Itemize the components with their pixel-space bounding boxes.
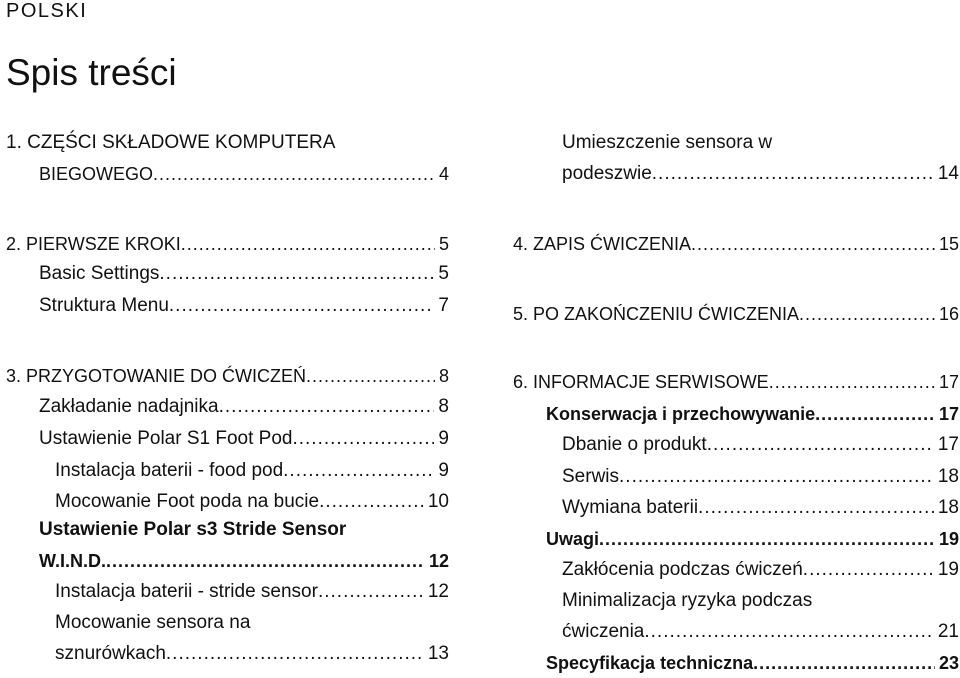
toc-entry-umieszczenie-sensora[interactable]	[562, 162, 959, 186]
toc-entry-mocowanie-sensora[interactable]	[55, 642, 449, 666]
toc-entry-label: Serwis	[562, 466, 620, 487]
toc-entry-label: Zakładanie nadajnika	[39, 396, 219, 417]
toc-entry-page: 16	[938, 304, 959, 324]
leader-dots	[292, 427, 434, 451]
toc-entry-label: Wymiana baterii	[562, 497, 699, 518]
toc-entry-wymiana-baterii[interactable]	[562, 496, 959, 520]
toc-entry-label: Instalacja baterii - stride sensor	[55, 581, 318, 602]
toc-entry-basic-settings[interactable]	[39, 262, 449, 286]
leader-dots	[769, 370, 935, 394]
toc-entry-label: Struktura Menu	[39, 295, 169, 316]
toc-entry-zaklocenia[interactable]	[562, 558, 959, 582]
toc-entry-label: Instalacja baterii - food pod	[55, 460, 284, 481]
toc-entry-konserwacja[interactable]	[546, 402, 959, 426]
toc-entry-page: 18	[937, 466, 959, 487]
leader-dots	[283, 459, 434, 483]
toc-entry-section-1[interactable]	[39, 162, 449, 186]
leader-dots	[599, 527, 935, 551]
toc-entry-zakladanie-nadajnika[interactable]	[39, 395, 449, 419]
toc-entry-s3-stride-title: Ustawienie Polar s3 Stride Sensor	[39, 519, 347, 540]
leader-dots	[306, 364, 435, 388]
leader-dots	[803, 558, 934, 582]
toc-entry-mocowanie-foot-poda[interactable]	[55, 490, 449, 514]
toc-entry-page: 18	[937, 497, 959, 518]
toc-entry-uwagi[interactable]	[546, 527, 959, 551]
leader-dots	[753, 651, 935, 675]
toc-entry-serwis[interactable]	[562, 465, 959, 489]
toc-entry-page: 17	[938, 404, 959, 424]
toc-entry-page: 4	[438, 164, 449, 184]
toc-entry-page: 7	[438, 295, 449, 316]
toc-entry-label: podeszwie	[562, 163, 652, 184]
toc-entry-section-3[interactable]	[6, 364, 449, 388]
toc-entry-mocowanie-sensora-title: Mocowanie sensora na	[55, 612, 251, 633]
leader-dots	[181, 232, 435, 256]
leader-dots	[619, 465, 934, 489]
leader-dots	[166, 642, 424, 666]
toc-entry-label: Basic Settings	[39, 263, 160, 284]
toc-entry-page: 21	[937, 621, 959, 642]
leader-dots	[691, 232, 935, 256]
leader-dots	[106, 549, 425, 573]
toc-entry-minimalizacja[interactable]	[562, 620, 959, 644]
leader-dots	[169, 294, 435, 318]
toc-entry-page: 15	[938, 234, 959, 254]
toc-entry-page: 5	[438, 263, 449, 284]
toc-entry-s3-stride-sensor[interactable]	[39, 549, 449, 573]
page-title: Spis treści	[6, 52, 177, 93]
toc-entry-section-2[interactable]	[6, 232, 449, 256]
leader-dots	[644, 620, 933, 644]
toc-entry-page: 10	[427, 491, 449, 512]
toc-entry-label: 3. PRZYGOTOWANIE DO ĆWICZEŃ	[6, 366, 307, 386]
toc-entry-page: 19	[938, 529, 959, 549]
toc-entry-page: 17	[937, 434, 959, 455]
toc-entry-umieszczenie-title: Umieszczenie sensora w	[562, 132, 773, 153]
toc-entry-page: 12	[428, 551, 449, 571]
toc-entry-label: Konserwacja i przechowywanie	[546, 404, 816, 424]
toc-entry-label: sznurówkach	[55, 643, 166, 664]
toc-entry-bateria-food-pod[interactable]	[55, 459, 449, 483]
toc-entry-label: Mocowanie Foot poda na bucie	[55, 491, 320, 512]
toc-section-1-title: 1. CZĘŚCI SKŁADOWE KOMPUTERA	[6, 132, 336, 153]
toc-entry-label: Zakłócenia podczas ćwiczeń	[562, 559, 803, 580]
toc-entry-specyfikacja[interactable]	[546, 651, 959, 675]
language-label: POLSKI	[6, 0, 88, 22]
toc-entry-page: 9	[438, 428, 449, 449]
toc-entry-label: 6. INFORMACJE SERWISOWE	[513, 372, 769, 392]
toc-entry-label: ćwiczenia	[562, 621, 645, 642]
toc-entry-page: 5	[438, 234, 449, 254]
toc-entry-dbanie-o-produkt[interactable]	[562, 433, 959, 457]
toc-entry-label: Uwagi	[546, 529, 600, 549]
toc-entry-label: 2. PIERWSZE KROKI	[6, 234, 181, 254]
leader-dots	[319, 490, 424, 514]
leader-dots	[219, 395, 435, 419]
leader-dots	[815, 402, 935, 426]
leader-dots	[799, 302, 935, 326]
toc-entry-struktura-menu[interactable]	[39, 294, 449, 318]
leader-dots	[153, 162, 435, 186]
toc-entry-s1-foot-pod[interactable]	[39, 427, 449, 451]
leader-dots	[159, 262, 434, 286]
toc-entry-page: 17	[938, 372, 959, 392]
toc-entry-minimalizacja-title: Minimalizacja ryzyka podczas	[562, 590, 813, 611]
toc-entry-page: 12	[427, 581, 449, 602]
toc-entry-label: 5. PO ZAKOŃCZENIU ĆWICZENIA	[513, 304, 800, 324]
toc-entry-page: 8	[438, 366, 449, 386]
toc-entry-section-5[interactable]	[513, 302, 959, 326]
toc-entry-label: BIEGOWEGO	[39, 164, 154, 184]
leader-dots	[698, 496, 934, 520]
toc-entry-page: 8	[438, 396, 449, 417]
toc-entry-label: Dbanie o produkt	[562, 434, 707, 455]
toc-entry-label: W.I.N.D.	[39, 551, 106, 571]
toc-entry-page: 9	[438, 460, 449, 481]
toc-entry-label: Specyfikacja techniczna	[546, 653, 754, 673]
toc-entry-page: 19	[937, 559, 959, 580]
leader-dots	[652, 162, 934, 186]
leader-dots	[707, 433, 934, 457]
toc-entry-bateria-stride-sensor[interactable]	[55, 580, 449, 604]
leader-dots	[318, 580, 424, 604]
toc-entry-page: 23	[938, 653, 959, 673]
toc-entry-section-4[interactable]	[513, 232, 959, 256]
toc-entry-label: 4. ZAPIS ĆWICZENIA	[513, 234, 692, 254]
toc-entry-page: 13	[427, 643, 449, 664]
toc-entry-label: Ustawienie Polar S1 Foot Pod	[39, 428, 293, 449]
toc-entry-section-6[interactable]	[513, 370, 959, 394]
toc-entry-page: 14	[937, 163, 959, 184]
